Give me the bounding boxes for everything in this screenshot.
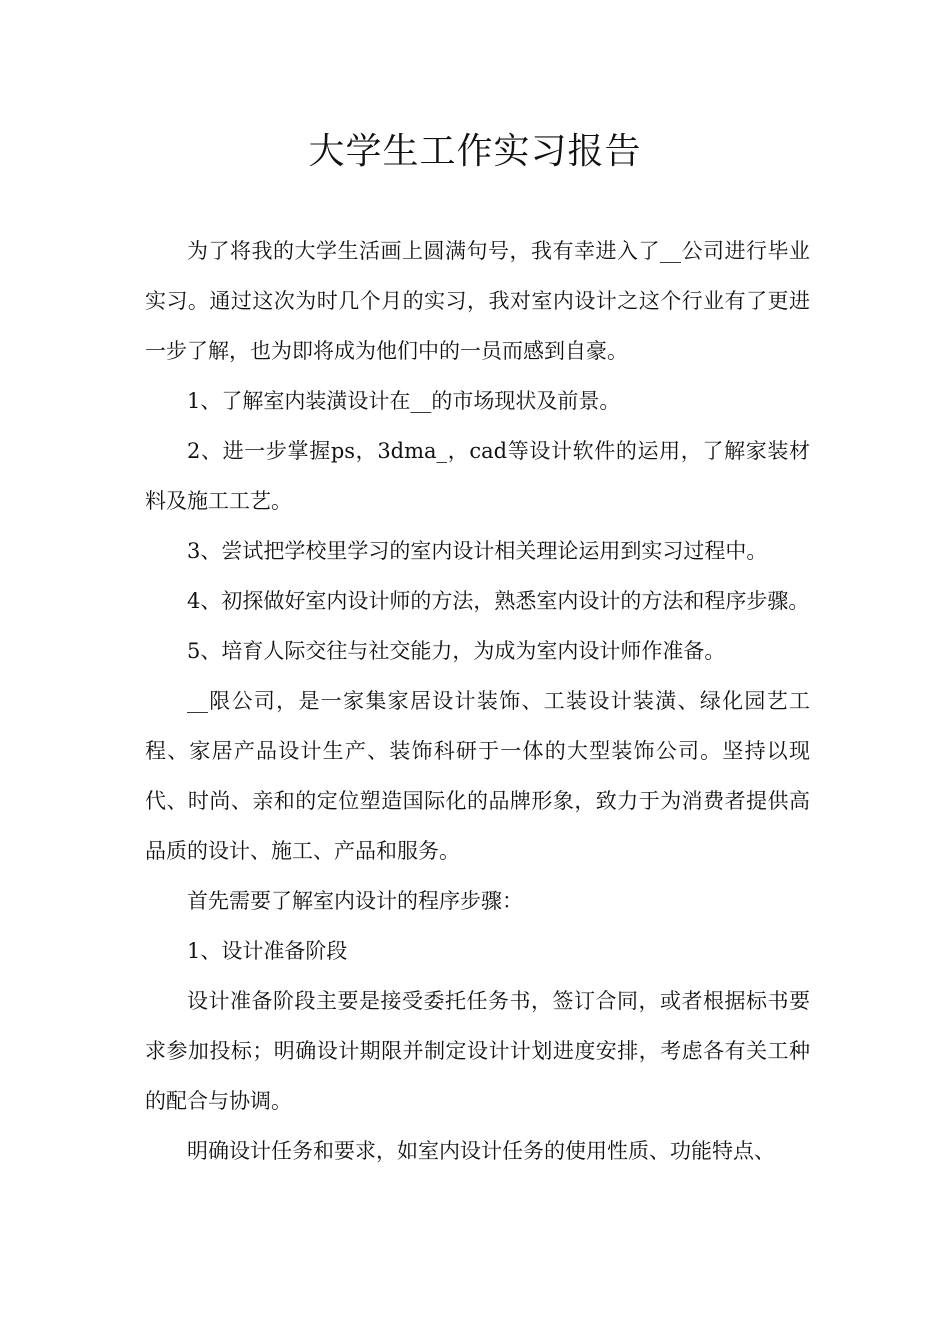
paragraph-goal-3: 3、尝试把学校里学习的室内设计相关理论运用到实习过程中。 (187, 539, 768, 563)
paragraph-stage-heading: 1、设计准备阶段 (187, 939, 348, 963)
paragraph-procedure-intro: 首先需要了解室内设计的程序步骤： (187, 889, 523, 913)
paragraph-goal-1: 1、了解室内装潢设计在__的市场现状及前景。 (187, 389, 621, 413)
paragraph-company: __限公司，是一家集家居设计装饰、工装设计装潢、绿化园艺工程、家居产品设计生产、装饰科研于一体的大型装饰公司。坚持以现代、时尚、亲和的定位塑造国际化的品牌形象，致力于为消费者提供高品质的设计、施工、产品和服务。 (145, 689, 810, 863)
paragraph-requirements: 明确设计任务和要求，如室内设计任务的使用性质、功能特点、 (187, 1139, 775, 1163)
paragraph-intro: 为了将我的大学生活画上圆满句号，我有幸进入了__公司进行毕业实习。通过这次为时几个月的实习，我对室内设计之这个行业有了更进一步了解，也为即将成为他们中的一员而感到自豪。 (145, 239, 810, 363)
paragraph-goal-5: 5、培育人际交往与社交能力，为成为室内设计师作准备。 (187, 639, 726, 663)
paragraph-goal-2: 2、进一步掌握ps，3dma_，cad等设计软件的运用，了解家装材料及施工工艺。 (145, 439, 810, 513)
document-body (145, 226, 810, 1176)
paragraph-goal-4: 4、初探做好室内设计师的方法，熟悉室内设计的方法和程序步骤。 (187, 589, 810, 613)
paragraph-stage-description: 设计准备阶段主要是接受委托任务书，签订合同，或者根据标书要求参加投标；明确设计期限并制定设计计划进度安排，考虑各有关工种的配合与协调。 (145, 989, 810, 1113)
document-title: 大学生工作实习报告 (308, 131, 642, 172)
